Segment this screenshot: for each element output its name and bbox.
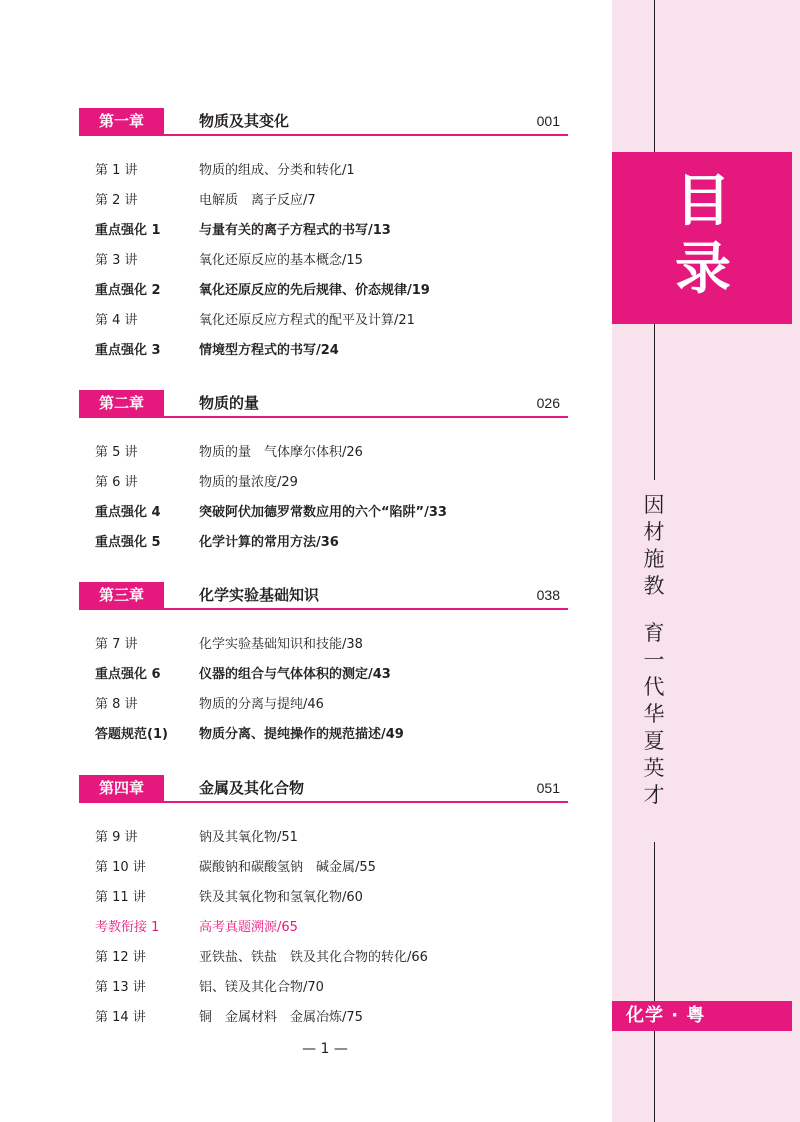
motto-char: 育 xyxy=(643,621,665,645)
chapter-name: 物质及其变化 xyxy=(199,112,290,130)
entry-title: 铝、镁及其化合物/70 xyxy=(199,980,324,995)
entry-title: 物质的量浓度/29 xyxy=(199,475,298,490)
entry-label: 第 12 讲 xyxy=(95,950,146,965)
motto-char: 教 xyxy=(643,574,665,598)
entry-label: 重点强化 1 xyxy=(95,223,161,238)
side-divider-line xyxy=(654,324,655,480)
entry-label: 重点强化 4 xyxy=(95,505,161,520)
entry-label: 重点强化 5 xyxy=(95,535,161,550)
entry-label: 第 8 讲 xyxy=(95,697,138,712)
entry-label: 第 13 讲 xyxy=(95,980,146,995)
motto-char: 英 xyxy=(643,756,665,780)
toc-entry[interactable] xyxy=(95,634,575,656)
motto-char: 一 xyxy=(643,648,665,672)
chapter-page: 026 xyxy=(536,395,560,411)
entry-title: 情境型方程式的书写/24 xyxy=(199,343,339,358)
side-divider-line xyxy=(654,1031,655,1122)
toc-entry[interactable] xyxy=(95,310,575,332)
chapter-name: 物质的量 xyxy=(199,394,260,412)
motto-char: 代 xyxy=(643,675,665,699)
toc-entry[interactable] xyxy=(95,694,575,716)
toc-entry[interactable] xyxy=(95,1007,575,1029)
toc-entry[interactable] xyxy=(95,472,575,494)
entry-title: 氧化还原反应方程式的配平及计算/21 xyxy=(199,313,415,328)
entry-label: 第 7 讲 xyxy=(95,637,138,652)
chapter-rule xyxy=(79,801,568,803)
entry-title: 铜 金属材料 金属冶炼/75 xyxy=(199,1010,363,1025)
entry-title: 物质的组成、分类和转化/1 xyxy=(199,163,355,178)
toc-entry[interactable] xyxy=(95,724,575,746)
entry-label: 第 3 讲 xyxy=(95,253,138,268)
toc-entry[interactable] xyxy=(95,502,575,524)
entry-label: 第 4 讲 xyxy=(95,313,138,328)
chapter-rule xyxy=(79,416,568,418)
entry-title: 物质的分离与提纯/46 xyxy=(199,697,324,712)
entry-title: 氧化还原反应的先后规律、价态规律/19 xyxy=(199,283,430,298)
toc-entry[interactable] xyxy=(95,280,575,302)
entry-label: 重点强化 2 xyxy=(95,283,161,298)
page-number: — 1 — xyxy=(302,1041,348,1057)
side-divider-line xyxy=(654,0,655,152)
entry-label: 答题规范(1) xyxy=(95,727,168,742)
entry-title: 化学实验基础知识和技能/38 xyxy=(199,637,363,652)
motto-gap xyxy=(641,600,667,620)
motto-char: 才 xyxy=(643,783,665,807)
chapter-page: 001 xyxy=(536,113,560,129)
motto-char: 材 xyxy=(643,520,665,544)
toc-entry[interactable] xyxy=(95,827,575,849)
chapter-name: 化学实验基础知识 xyxy=(199,586,320,604)
toc-entry[interactable] xyxy=(95,917,575,939)
toc-title-char: 录 xyxy=(675,237,731,302)
chapter-rule xyxy=(79,134,568,136)
entry-title: 亚铁盐、铁盐 铁及其化合物的转化/66 xyxy=(199,950,428,965)
motto-char: 华 xyxy=(643,702,665,726)
entry-title: 仪器的组合与气体体积的测定/43 xyxy=(199,667,391,682)
chapter-rule xyxy=(79,608,568,610)
entry-title: 物质的量 气体摩尔体积/26 xyxy=(199,445,363,460)
entry-title: 化学计算的常用方法/36 xyxy=(199,535,339,550)
entry-label: 第 9 讲 xyxy=(95,830,138,845)
entry-label: 重点强化 3 xyxy=(95,343,161,358)
subject-tag: 化学 · 粤 xyxy=(612,1001,792,1031)
toc-entry[interactable] xyxy=(95,250,575,272)
toc-entry[interactable] xyxy=(95,857,575,879)
entry-title: 物质分离、提纯操作的规范描述/49 xyxy=(199,727,404,742)
chapter-name: 金属及其化合物 xyxy=(199,779,305,797)
chapter-tag: 第四章 xyxy=(79,775,164,801)
chapter-tag: 第一章 xyxy=(79,108,164,134)
motto-char: 施 xyxy=(643,547,665,571)
chapter-tag: 第三章 xyxy=(79,582,164,608)
chapter-header xyxy=(79,582,568,608)
toc-entry[interactable] xyxy=(95,220,575,242)
toc-entry[interactable] xyxy=(95,947,575,969)
chapter-page: 038 xyxy=(536,587,560,603)
entry-title: 与量有关的离子方程式的书写/13 xyxy=(199,223,391,238)
entry-title: 碳酸钠和碳酸氢钠 碱金属/55 xyxy=(199,860,376,875)
entry-label: 考教衔接 1 xyxy=(95,920,160,935)
entry-title: 突破阿伏加德罗常数应用的六个“陷阱”/33 xyxy=(199,505,447,520)
entry-title: 电解质 离子反应/7 xyxy=(199,193,316,208)
toc-entry[interactable] xyxy=(95,442,575,464)
entry-title: 钠及其氧化物/51 xyxy=(199,830,298,845)
entry-label: 第 14 讲 xyxy=(95,1010,146,1025)
toc-entry[interactable] xyxy=(95,887,575,909)
motto xyxy=(641,492,667,809)
entry-label: 第 6 讲 xyxy=(95,475,138,490)
toc-title-char: 目 xyxy=(675,169,731,234)
toc-entry[interactable] xyxy=(95,977,575,999)
entry-label: 第 5 讲 xyxy=(95,445,138,460)
entry-label: 第 1 讲 xyxy=(95,163,138,178)
chapter-tag: 第二章 xyxy=(79,390,164,416)
motto-char: 因 xyxy=(643,493,665,517)
toc-entry[interactable] xyxy=(95,664,575,686)
chapter-header xyxy=(79,108,568,134)
motto-char: 夏 xyxy=(643,729,665,753)
entry-label: 第 11 讲 xyxy=(95,890,146,905)
entry-title: 铁及其氧化物和氢氧化物/60 xyxy=(199,890,363,905)
entry-label: 重点强化 6 xyxy=(95,667,161,682)
side-divider-line xyxy=(654,842,655,1001)
entry-title: 氧化还原反应的基本概念/15 xyxy=(199,253,363,268)
chapter-header xyxy=(79,390,568,416)
entry-label: 第 2 讲 xyxy=(95,193,138,208)
toc-entry[interactable] xyxy=(95,190,575,212)
entry-label: 第 10 讲 xyxy=(95,860,146,875)
toc-entry[interactable] xyxy=(95,340,575,362)
toc-entry[interactable] xyxy=(95,160,575,182)
toc-entry[interactable] xyxy=(95,532,575,554)
chapter-header xyxy=(79,775,568,801)
chapter-page: 051 xyxy=(536,780,560,796)
entry-title: 高考真题溯源/65 xyxy=(199,920,298,935)
